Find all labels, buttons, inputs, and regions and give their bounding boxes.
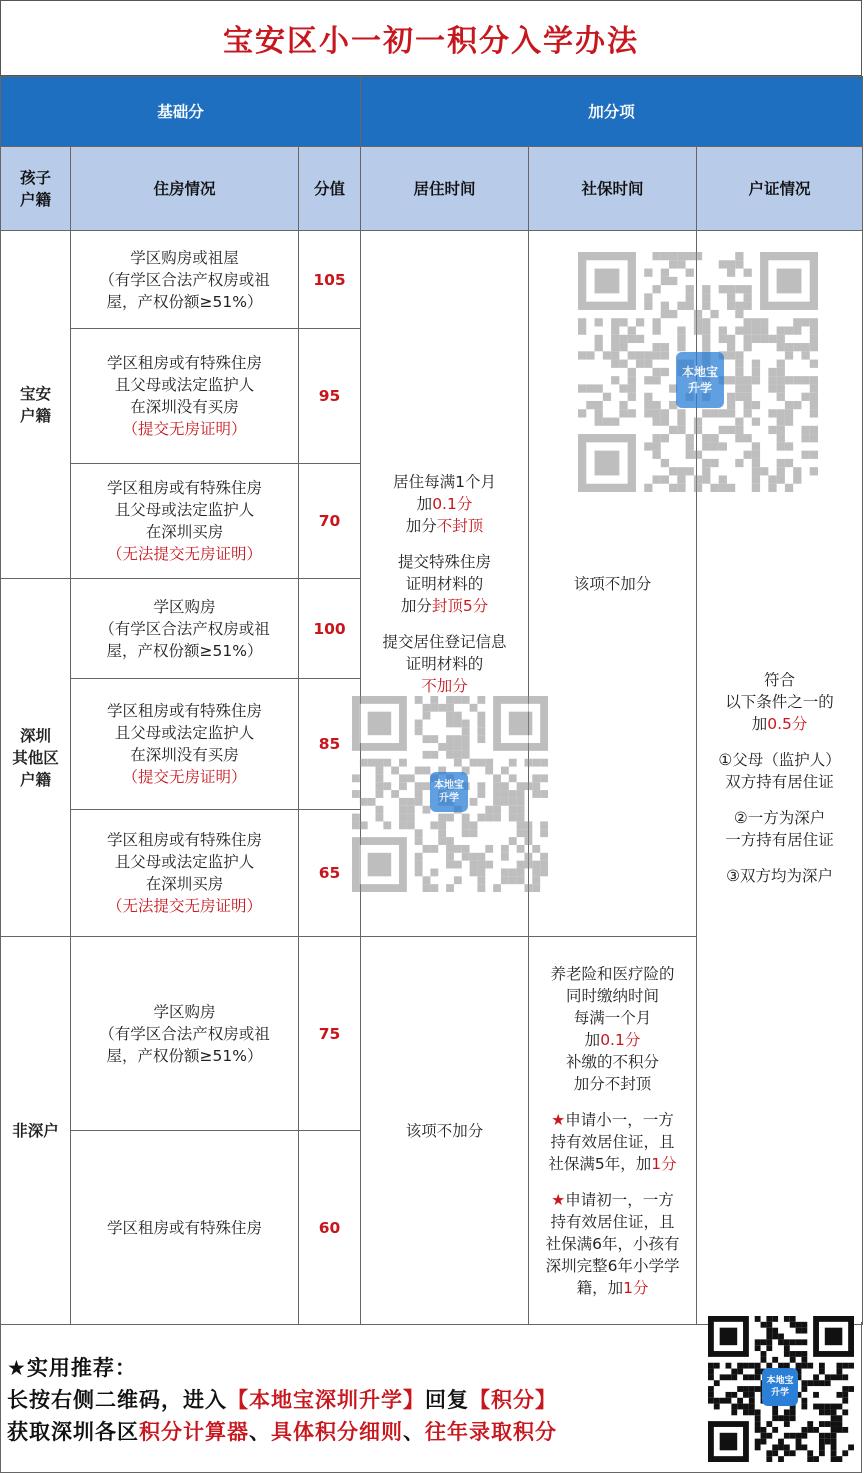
star-icon: ★: [551, 1110, 566, 1129]
housing-cell: [71, 1131, 299, 1325]
residence-line: 证明材料的: [405, 574, 484, 593]
housing-note: （提交无房证明）: [122, 420, 247, 438]
header-residence: 居住时间: [361, 147, 529, 231]
housing-line: 屋，产权份额≥51%）: [106, 292, 263, 311]
social-line: 每满一个月: [573, 1008, 652, 1027]
permit-condition: ③双方均为深户: [726, 866, 833, 885]
spacer: [701, 851, 858, 865]
housing-cell: [71, 231, 299, 329]
residence-text: 加: [416, 494, 433, 513]
footer-line-3: [7, 1416, 557, 1446]
spacer: [365, 537, 524, 551]
housing-cell: [71, 579, 299, 679]
housing-line: 学区购房: [153, 1002, 216, 1021]
footer-highlight: 积分计算器: [139, 1420, 249, 1444]
social-text: 申请初一，一方: [565, 1190, 674, 1209]
housing-line: 在深圳买房: [145, 523, 224, 541]
residence-highlight: 不封顶: [436, 516, 484, 535]
housing-line: 且父母或法定监护人: [114, 853, 255, 871]
housing-line: 在深圳没有买房: [130, 398, 239, 416]
social-line: 补缴的不积分: [566, 1052, 660, 1071]
housing-line: 屋，产权份额≥51%）: [106, 641, 263, 660]
score-cell: 95: [299, 329, 361, 464]
housing-line: 学区租房或有特殊住房: [106, 831, 262, 849]
social-non-cell: [529, 937, 697, 1325]
social-sz-cell: 该项不加分: [529, 231, 697, 937]
housing-line: 学区租房或有特殊住房: [106, 702, 262, 720]
qr-badge-text: 升学: [687, 381, 712, 395]
housing-cell: [71, 679, 299, 810]
qr-badge-text: 本地宝: [434, 780, 464, 791]
permit-text: 加: [751, 714, 768, 733]
footer-text: 、: [249, 1420, 271, 1444]
housing-line: 在深圳买房: [145, 875, 224, 893]
housing-line: 且父母或法定监护人: [114, 724, 255, 742]
social-line: 加分不封顶: [573, 1074, 652, 1093]
housing-line: 学区租房或有特殊住房: [106, 354, 262, 372]
qr-badge-logo: [430, 772, 468, 812]
housing-cell: [71, 937, 299, 1131]
footer-highlight: 【积分】: [469, 1388, 557, 1412]
score-cell: 75: [299, 937, 361, 1131]
qr-badge-logo: [762, 1368, 798, 1406]
group-baoan: [1, 231, 71, 579]
header-child-hukou: [1, 147, 71, 231]
score-cell: 60: [299, 1131, 361, 1325]
residence-line: 居住每满1个月: [393, 472, 496, 491]
score-cell: 70: [299, 464, 361, 579]
housing-line: 在深圳没有买房: [130, 746, 239, 764]
social-line: [533, 1189, 692, 1211]
header-row-1: [1, 77, 863, 147]
social-line: [533, 1109, 692, 1131]
social-line: 深圳完整6年小学学: [545, 1256, 680, 1275]
score-cell: 105: [299, 231, 361, 329]
residence-text: 加分: [405, 516, 437, 535]
spacer: [533, 1175, 692, 1189]
social-text: 社保满5年，加: [548, 1154, 652, 1173]
qr-badge-logo: [676, 352, 724, 408]
housing-line: （有学区合法产权房或祖: [99, 619, 270, 638]
housing-cell: [71, 810, 299, 937]
header-child-hukou-l2: 户籍: [19, 190, 51, 209]
social-line: 社保满6年，小孩有: [545, 1234, 680, 1253]
qr-badge-text: 升学: [770, 1388, 789, 1398]
social-text: 籍，加: [576, 1278, 624, 1297]
permit-line: 以下条件之一的: [725, 692, 834, 711]
social-highlight: 1分: [623, 1278, 649, 1297]
housing-line: 且父母或法定监护人: [114, 376, 255, 394]
group-non-sz: 非深户: [1, 937, 71, 1325]
social-line: [533, 1153, 692, 1175]
header-row-2: [1, 147, 863, 231]
housing-line: 学区租房或有特殊住房: [106, 479, 262, 497]
housing-line: 且父母或法定监护人: [114, 501, 255, 519]
spacer: [701, 735, 858, 749]
housing-line: 学区购房: [153, 597, 216, 616]
social-highlight: 1分: [651, 1154, 677, 1173]
housing-note: （无法提交无房证明）: [106, 545, 262, 563]
footer-line-2: [7, 1384, 557, 1414]
housing-line: （有学区合法产权房或祖: [99, 270, 270, 289]
social-line: [533, 1277, 692, 1299]
social-line: 养老险和医疗险的: [550, 964, 675, 983]
group-sz-other: [1, 579, 71, 937]
residence-text: 加分: [400, 596, 432, 615]
permit-condition: 一方持有居住证: [725, 830, 834, 849]
housing-line: 学区租房或有特殊住房: [106, 1218, 262, 1237]
social-highlight: 0.1分: [600, 1030, 641, 1049]
permit-condition: 双方持有居住证: [725, 772, 834, 791]
footer-text: 长按右侧二维码，进入: [7, 1388, 227, 1412]
header-score: 分值: [299, 147, 361, 231]
group-sz-other-l3: 户籍: [19, 770, 51, 789]
footer-highlight: 【本地宝深圳升学】: [227, 1388, 425, 1412]
qr-badge-text: 本地宝: [681, 365, 718, 379]
footer-highlight: 具体积分细则: [271, 1420, 403, 1444]
header-bonus: 加分项: [361, 77, 863, 147]
housing-note: （无法提交无房证明）: [106, 897, 262, 915]
permit-condition: ②一方为深户: [733, 808, 826, 827]
residence-line: 证明材料的: [405, 654, 484, 673]
residence-line: [365, 595, 524, 617]
residence-highlight: 不加分: [421, 676, 468, 695]
housing-cell: [71, 329, 299, 464]
housing-line: 屋，产权份额≥51%）: [106, 1046, 263, 1065]
residence-line: 提交居住登记信息: [382, 632, 507, 651]
header-permit: 户证情况: [697, 147, 863, 231]
social-line: 同时缴纳时间: [566, 986, 660, 1005]
header-housing: 住房情况: [71, 147, 299, 231]
social-text: 申请小一，一方: [565, 1110, 674, 1129]
header-social: 社保时间: [529, 147, 697, 231]
residence-line: [365, 515, 524, 537]
social-line: [533, 1029, 692, 1051]
permit-line: [701, 713, 858, 735]
residence-line: [365, 493, 524, 515]
footer-text: 回复: [425, 1388, 469, 1412]
social-line: 持有效居住证，且: [550, 1212, 675, 1231]
star-icon: ★: [551, 1190, 566, 1209]
header-child-hukou-l1: 孩子: [19, 168, 51, 187]
residence-non-cell: 该项不加分: [361, 937, 529, 1325]
permit-highlight: 0.5分: [767, 714, 808, 733]
page-title-text: 宝安区小一初一积分入学办法: [223, 24, 639, 59]
residence-highlight: 0.1分: [432, 494, 473, 513]
housing-note: （提交无房证明）: [122, 768, 247, 786]
page-title: [0, 0, 862, 76]
social-line: 持有效居住证，且: [550, 1132, 675, 1151]
header-base: 基础分: [1, 77, 361, 147]
qr-badge-text: 本地宝: [766, 1376, 794, 1386]
group-baoan-l1: 宝安: [19, 384, 51, 403]
spacer: [701, 793, 858, 807]
score-cell: 65: [299, 810, 361, 937]
residence-line: 提交特殊住房: [398, 552, 492, 571]
housing-line: 学区购房或祖屋: [130, 248, 239, 267]
footer-highlight: 往年录取积分: [425, 1420, 557, 1444]
qr-badge-text: 升学: [439, 793, 459, 804]
permit-line: 符合: [764, 670, 796, 689]
housing-line: （有学区合法产权房或祖: [99, 1024, 270, 1043]
group-sz-other-l2: 其他区: [12, 748, 59, 767]
footer-text: 、: [403, 1420, 425, 1444]
permit-condition: ①父母（监护人）: [718, 750, 841, 769]
score-cell: 85: [299, 679, 361, 810]
score-cell: 100: [299, 579, 361, 679]
residence-highlight: 封顶5分: [431, 596, 489, 615]
social-text: 加: [584, 1030, 601, 1049]
housing-cell: [71, 464, 299, 579]
group-sz-other-l1: 深圳: [19, 726, 51, 745]
spacer: [365, 617, 524, 631]
footer-heading: ★实用推荐：: [7, 1356, 137, 1380]
group-baoan-l2: 户籍: [19, 406, 51, 425]
spacer: [533, 1095, 692, 1109]
footer-text: 获取深圳各区: [7, 1420, 139, 1444]
